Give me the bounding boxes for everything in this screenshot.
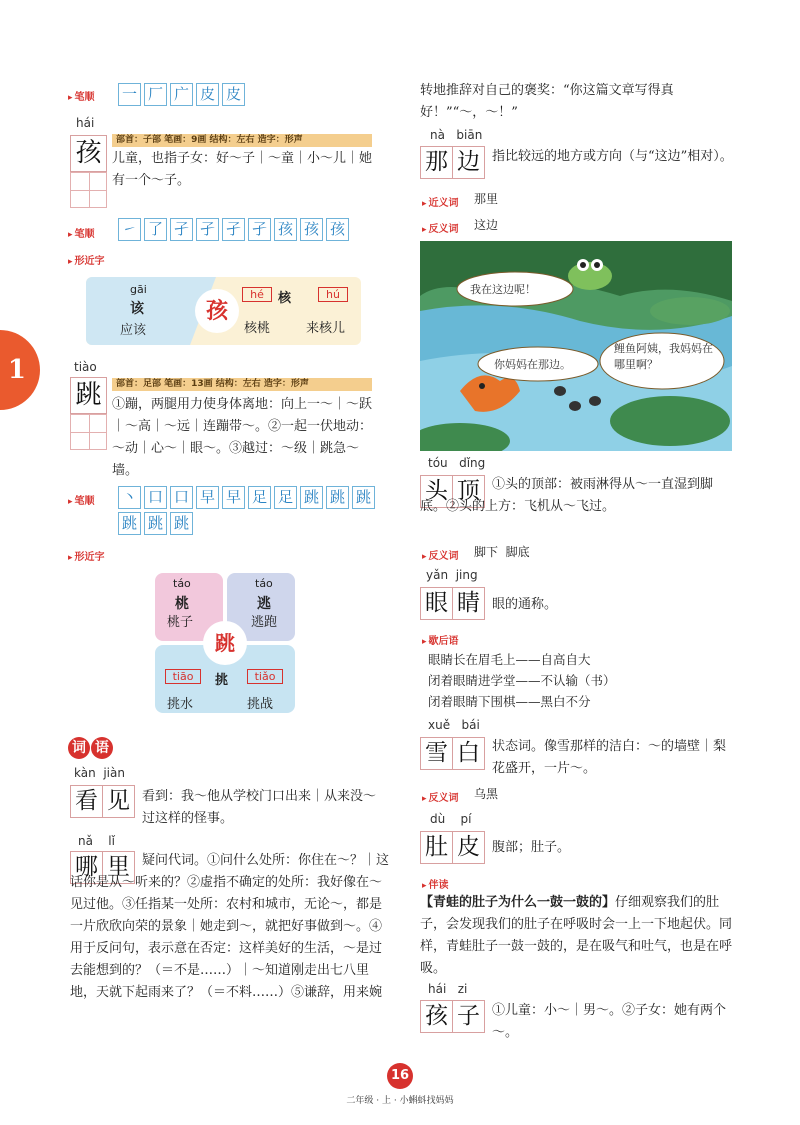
antonym-value: 脚下 脚底: [474, 545, 530, 559]
stroke-box: 皮: [196, 83, 219, 106]
stroke-order-label: ▸ 笔顺: [68, 88, 95, 103]
stroke-box: 孩: [326, 218, 349, 241]
word-definition: ①头的顶部：被雨淋得从～一直湿到脚底。②头的上方：飞机从～飞过。: [420, 477, 714, 514]
xiehouyu-line: 闭着眼睛下围棋——黑白不分: [428, 694, 591, 709]
left-word: 应该: [120, 323, 147, 338]
char-pinyin: tiào: [74, 360, 97, 374]
pinyin-he: hé: [242, 287, 272, 302]
similar-chars-label: ▸ 形近字: [68, 252, 105, 267]
word-char: 边: [452, 146, 485, 179]
word-definition: 指比较远的地方或方向（与“这边”相对）。: [492, 149, 733, 164]
antonym-value: 乌黑: [474, 787, 499, 801]
stroke-box: 跳: [170, 512, 193, 535]
center-char: 孩: [195, 289, 239, 333]
left-char: 该: [130, 301, 144, 317]
stroke-box: 早: [222, 486, 245, 509]
stroke-box: 跳: [326, 486, 349, 509]
chapter-number-tab: 1: [0, 330, 40, 410]
word: 桃子: [167, 615, 194, 630]
top-center-char: 核: [278, 291, 292, 306]
speech-bubble-frog: 我在这边呢！: [470, 283, 536, 296]
pinyin-tiao3: tiǎo: [247, 669, 283, 684]
word-char: 顶: [452, 475, 485, 508]
footer-caption: 二年级 · 上 · 小蝌蚪找妈妈: [346, 1096, 454, 1106]
word-tiaoshui: 挑水: [167, 697, 194, 712]
similar-chars-diagram-hai: [86, 277, 361, 345]
word-nabian: [420, 146, 484, 179]
stroke-box: 早: [196, 486, 219, 509]
word-char: 那: [420, 146, 453, 179]
writing-grid: [70, 172, 107, 208]
stroke-box: 丶: [118, 486, 141, 509]
word-tiaozhan: 挑战: [247, 697, 274, 712]
word-char: 孩: [420, 1000, 453, 1033]
char: 桃: [175, 596, 189, 612]
word-pinyin: hái zi: [428, 982, 468, 996]
word-definition: 疑问代词。①问什么处所：你住在～？｜这话你是从～听来的？②虚指不确定的处所：我好像在～见过他。③任指某一处所：农村和城市，无论～，都是一片欣欣向荣的景象｜她走到～，就把好事做到～。④用于反问句，表示意在否定：这样美好的生活，～是过去能想到的？（＝不是……）｜～知道刚走出七八里地，天就下起雨来了？（＝不料……）⑤谦辞，用来婉: [70, 853, 390, 1000]
word-definition: 腹部；肚子。: [492, 840, 571, 855]
stroke-box: 孑: [248, 218, 271, 241]
xiehouyu-label: ▸ 歇后语: [422, 632, 459, 647]
stroke-box: 皮: [222, 83, 245, 106]
char-definition: ①蹦，两腿用力使身体离地：向上一～｜～跃｜～高｜～远｜连蹦带～。②一起一伏地动：～动｜心～｜眼～。③越过：～级｜跳急～墙。: [112, 397, 373, 478]
stroke-box: 口: [144, 486, 167, 509]
stroke-order-tiao: [118, 486, 388, 535]
stroke-order-top: [118, 83, 245, 106]
word-definition: ①儿童：小～｜男～。②子女：她有两个～。: [492, 1003, 727, 1040]
word-char: 白: [452, 737, 485, 770]
continued-text: 转地推辞对自己的褒奖：“你这篇文章写得真好！”“～，～！”: [420, 83, 674, 120]
reading-label: ▸ 伴读: [422, 876, 449, 891]
word-pinyin: xuě bái: [428, 718, 480, 732]
stroke-box: 了: [144, 218, 167, 241]
word-char: 雪: [420, 737, 453, 770]
word-char: 哪: [70, 851, 103, 884]
word-pinyin: dù pí: [430, 812, 472, 826]
synonym-value: 那里: [474, 192, 499, 206]
speech-bubble-tadpoles: 鲤鱼阿姨，我妈妈在哪里啊？: [614, 342, 713, 371]
word-char: 头: [420, 475, 453, 508]
stroke-box: 跳: [144, 512, 167, 535]
stroke-order-hai: [118, 218, 349, 241]
word-char: 见: [102, 785, 135, 818]
word-char: 看: [70, 785, 103, 818]
stroke-box: 厂: [144, 83, 167, 106]
word-yanjing: [420, 587, 484, 620]
stroke-box: 孑: [196, 218, 219, 241]
reading-paragraph: [420, 892, 738, 980]
pinyin-hu: hú: [318, 287, 348, 302]
stroke-order-label: ▸ 笔顺: [68, 225, 95, 240]
stroke-box: 广: [170, 83, 193, 106]
word-xuebai: [420, 737, 484, 770]
word-pinyin: kàn jiàn: [74, 766, 125, 780]
stroke-box: 跳: [300, 486, 323, 509]
antonym-label: ▸ 反义词: [422, 547, 459, 562]
vocab-heading-char: 语: [91, 737, 113, 759]
similar-chars-diagram-tiao: [155, 573, 295, 713]
word-definition: 看到：我～他从学校门口出来｜从来没～过这样的怪事。: [142, 789, 377, 826]
word-char: 眼: [420, 587, 453, 620]
word-definition: 状态词。像雪那样的洁白：～的墙壁｜梨花盛开，一片～。: [492, 739, 727, 776]
word-definition: 眼的通称。: [492, 597, 558, 612]
word-pinyin: nà biān: [430, 128, 483, 142]
char: 逃: [257, 596, 271, 612]
stroke-box: 足: [248, 486, 271, 509]
stroke-box: 孑: [170, 218, 193, 241]
word-dupi: [420, 831, 484, 864]
word-kanjian: [70, 785, 134, 818]
char-tiao-box: 跳: [70, 377, 107, 414]
word-pinyin: tóu dǐng: [428, 456, 486, 470]
word-char: 子: [452, 1000, 485, 1033]
reading-title: 【青蛙的肚子为什么一鼓一鼓的】: [420, 895, 616, 910]
antonym-label: ▸ 反义词: [422, 789, 459, 804]
xiehouyu-line: 眼睛长在眉毛上——自高自大: [428, 652, 591, 667]
stroke-order-label: ▸ 笔顺: [68, 492, 95, 507]
reading-body: 仔细观察我们的肚子，会发现我们的肚子在呼吸时会一上一下地起伏。同样，青蛙肚子一鼓一鼓的，是在吸气和吐气，也是在呼吸。: [420, 895, 733, 976]
word: 逃跑: [251, 615, 278, 630]
char-meta-bar: 部首：子部 笔画：9画 结构：左右 造字：形声: [112, 134, 372, 147]
pond-illustration: [420, 241, 732, 451]
stroke-box: 足: [274, 486, 297, 509]
pinyin: táo: [173, 577, 191, 590]
stroke-box: 孑: [222, 218, 245, 241]
word-char: 里: [102, 851, 135, 884]
page-number: 16: [387, 1063, 413, 1089]
stroke-box: 跳: [352, 486, 375, 509]
stroke-box: ㇀: [118, 218, 141, 241]
pinyin: táo: [255, 577, 273, 590]
antonym-label: ▸ 反义词: [422, 220, 459, 235]
word-pinyin: nǎ lǐ: [78, 834, 115, 848]
speech-bubble-fish: 你妈妈在那边。: [494, 358, 571, 371]
vocab-heading-char: 词: [68, 737, 90, 759]
char-definition: 儿童，也指子女：好～子｜～童｜小～儿｜她有一个～子。: [112, 151, 373, 188]
word-laihur: 来核儿: [306, 321, 346, 336]
word-hetao: 核桃: [244, 321, 271, 336]
stroke-box: 跳: [118, 512, 141, 535]
char-hai-box: 孩: [70, 135, 107, 172]
xiehouyu-line: 闭着眼睛进学堂——不认输（书）: [428, 673, 616, 688]
word-haizi: [420, 1000, 484, 1033]
word-pinyin: yǎn jing: [426, 568, 478, 582]
word-char: 肚: [420, 831, 453, 864]
stroke-box: 孩: [300, 218, 323, 241]
writing-grid: [70, 414, 107, 450]
char-pinyin: hái: [76, 116, 95, 130]
pinyin-tiao1: tiāo: [165, 669, 201, 684]
left-pinyin: gāi: [130, 283, 147, 296]
char-tiao-pick: 挑: [215, 673, 229, 688]
similar-chars-label: ▸ 形近字: [68, 548, 105, 563]
word-char: 皮: [452, 831, 485, 864]
stroke-box: 口: [170, 486, 193, 509]
word-char: 睛: [452, 587, 485, 620]
vocab-heading: [68, 737, 114, 759]
antonym-value: 这边: [474, 218, 499, 232]
char-meta-bar: 部首：足部 笔画：13画 结构：左右 造字：形声: [112, 378, 372, 391]
stroke-box: 孩: [274, 218, 297, 241]
synonym-label: ▸ 近义词: [422, 194, 459, 209]
center-char: 跳: [203, 621, 247, 665]
stroke-box: 一: [118, 83, 141, 106]
